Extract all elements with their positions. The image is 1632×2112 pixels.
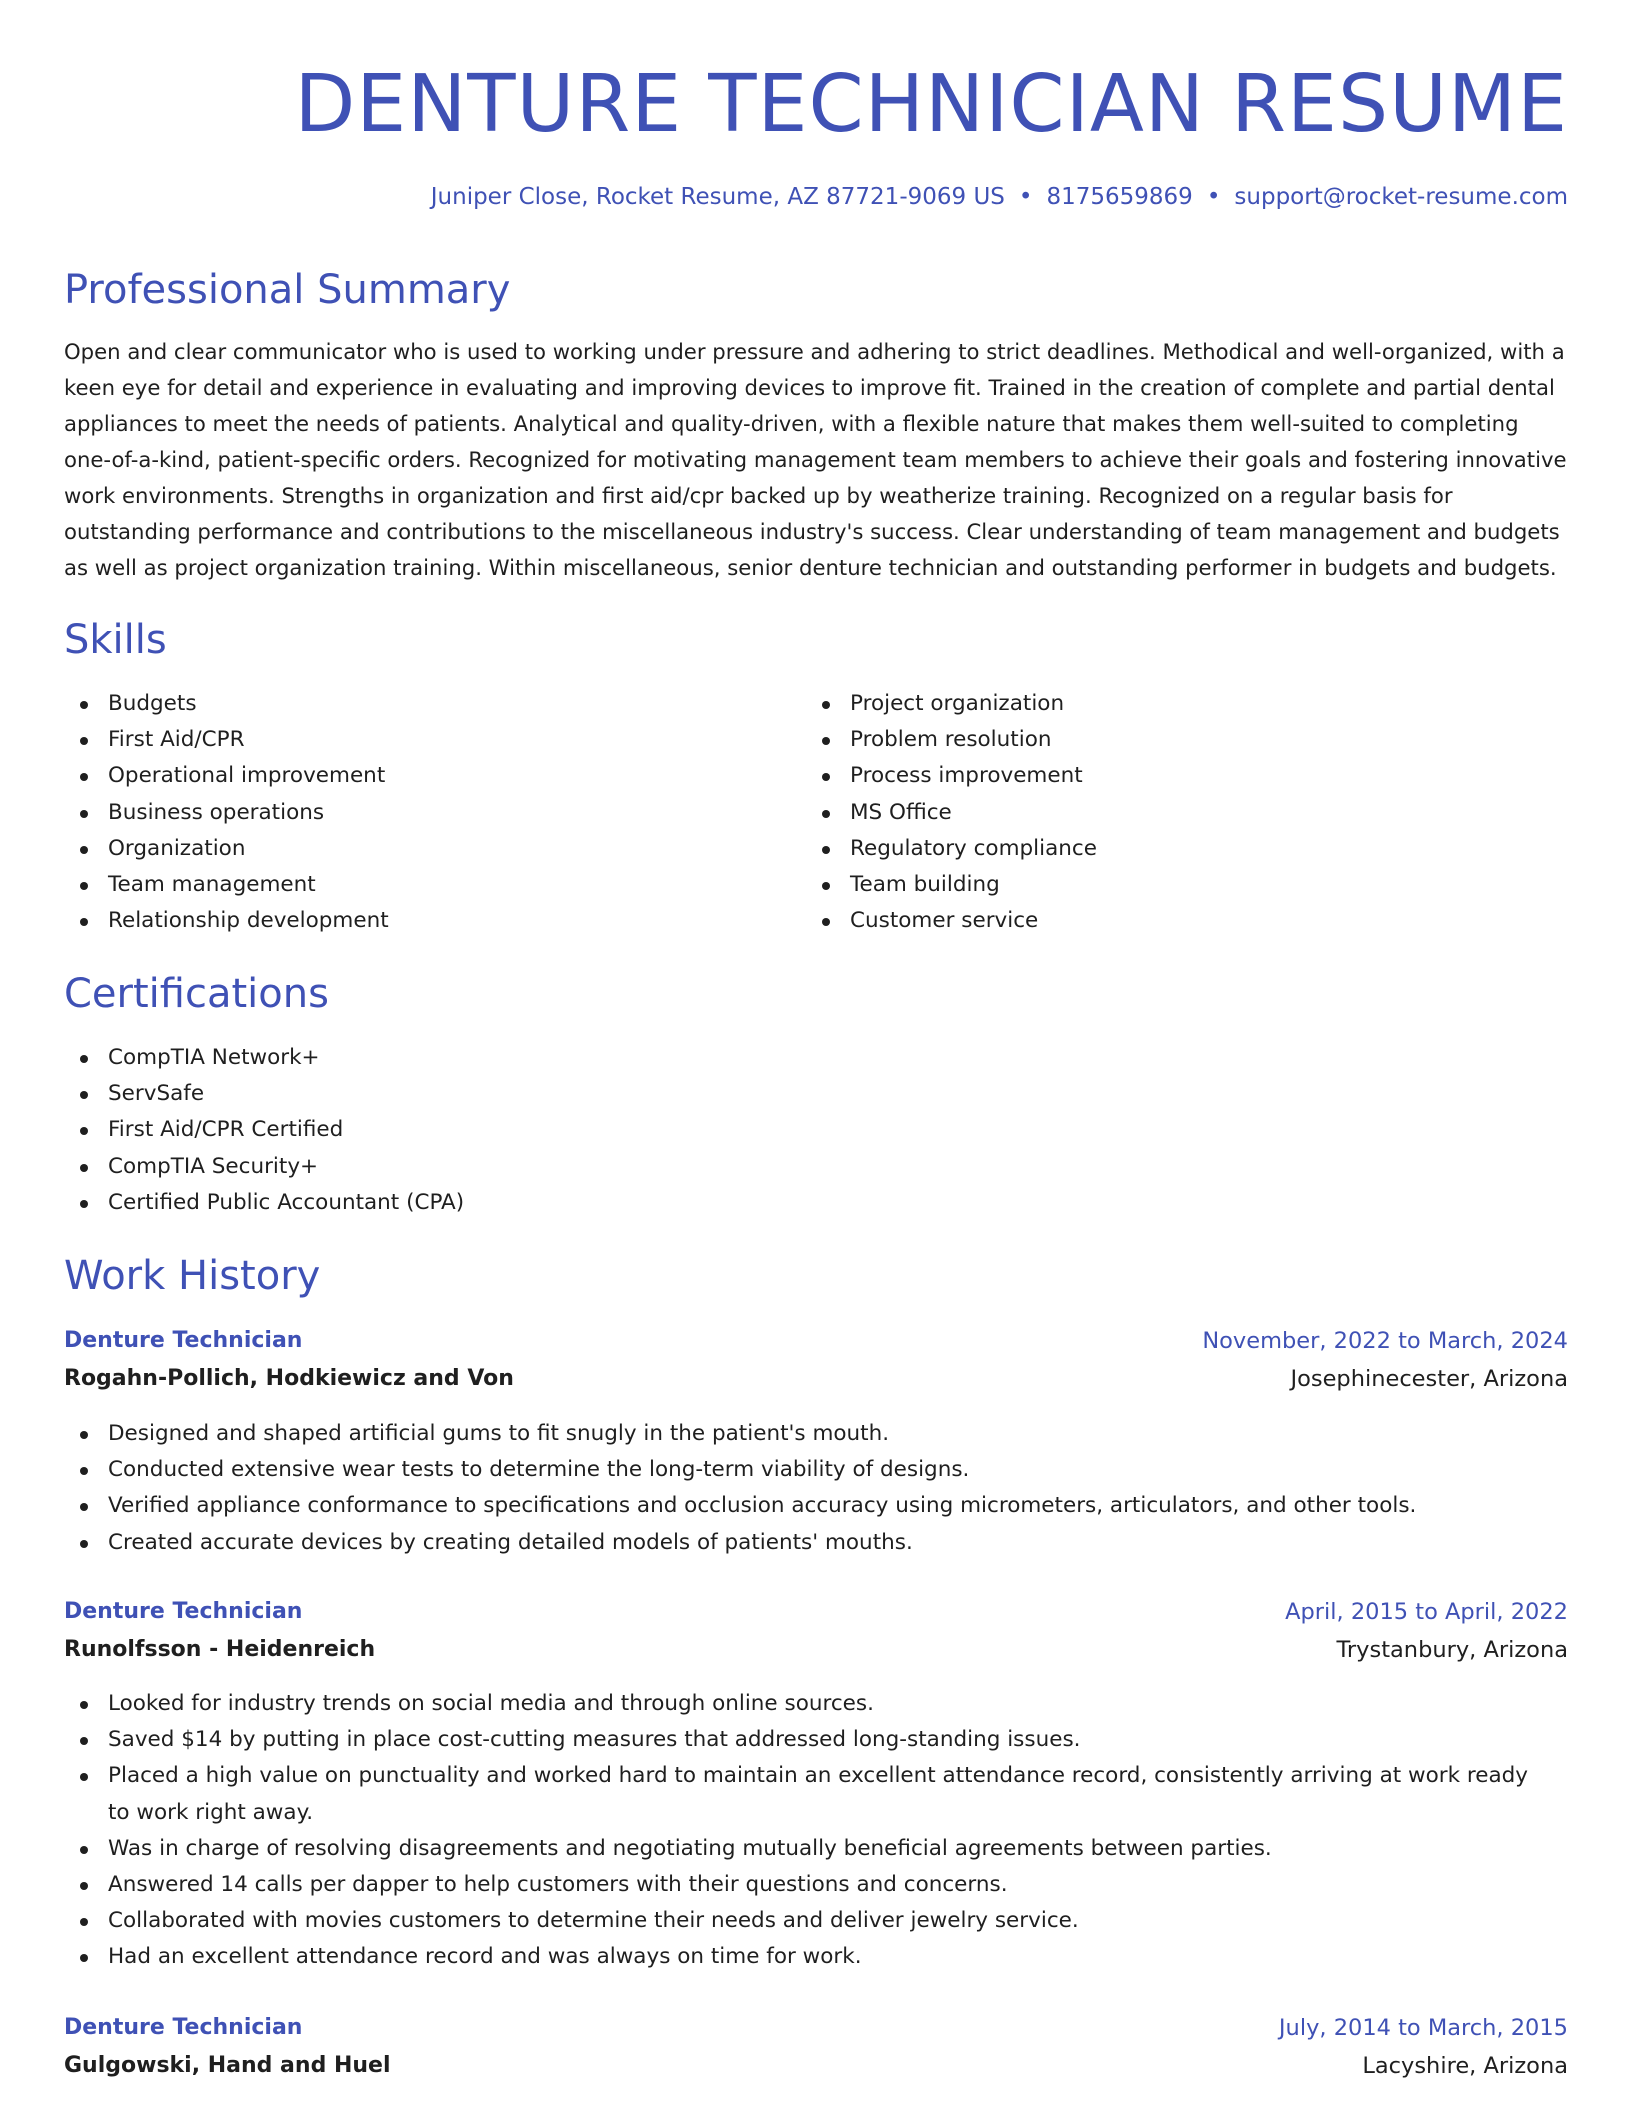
skill-item: Problem resolution [806,722,1546,758]
job-duty-item: Placed a high value on punctuality and worked hard to maintain an excellent attendance record, consistently arriving at work ready to work right away. [64,1758,1568,1830]
skill-item: MS Office [806,795,1546,831]
job-header [64,1594,1568,1670]
contact-separator: • [1206,184,1221,210]
skill-item: Budgets [64,686,804,722]
certifications-list [64,1040,1568,1221]
contact-separator: • [1018,184,1033,210]
skill-item: Process improvement [806,758,1546,794]
skill-item: Team building [806,867,1546,903]
job-location: Josephinecester, Arizona [1290,1366,1568,1392]
job-title: Denture Technician [64,2015,303,2040]
job-duty-item: Answered 14 calls per dapper to help customers with their questions and concerns. [64,1867,1568,1903]
job-duty-item: Had an excellent attendance record and was always on time for work. [64,1939,1568,1975]
certification-item: CompTIA Security+ [64,1149,1568,1185]
resume-title: DENTURE TECHNICIAN RESUME [294,58,1568,150]
skill-item: Relationship development [64,903,804,939]
job-company: Gulgowski, Hand and Huel [64,2053,391,2078]
job-location: Trystanbury, Arizona [1336,1637,1568,1663]
skills-list-left [64,686,804,939]
job-duty-item: Verified appliance conformance to specifications and occlusion accuracy using micrometers, articulators, and other tools. [64,1488,1568,1524]
job-dates: November, 2022 to March, 2024 [1202,1328,1568,1354]
job-company: Runolfsson - Heidenreich [64,1637,376,1662]
contact-line [431,180,1568,214]
skill-item: Regulatory compliance [806,831,1546,867]
section-title-work-history: Work History [64,1253,321,1299]
job-duty-item: Collaborated with movies customers to determine their needs and deliver jewelry service. [64,1903,1568,1939]
job-location: Lacyshire, Arizona [1362,2053,1568,2079]
skill-item: Project organization [806,686,1546,722]
job-dates: July, 2014 to March, 2015 [1278,2015,1568,2041]
skill-item: Business operations [64,795,804,831]
job-duty-item: Looked for industry trends on social media and through online sources. [64,1686,1568,1722]
job-duty-item: Created accurate devices by creating detailed models of patients' mouths. [64,1525,1568,1561]
certification-item: ServSafe [64,1076,1568,1112]
certification-item: Certified Public Accountant (CPA) [64,1185,1568,1221]
contact-address: Juniper Close, Rocket Resume, AZ 87721-9069 US [430,184,1005,210]
certification-item: First Aid/CPR Certified [64,1112,1568,1148]
skills-list-right [806,686,1546,939]
skill-item: Customer service [806,903,1546,939]
job-duties-list [64,1416,1568,1561]
summary-text: Open and clear communicator who is used to working under pressure and adhering to strict deadlines. Methodical and well-organized, with a keen eye for detail and experience in evaluating and improving devices to improve fit. Trained in the creation of complete and partial dental appliances to meet the needs of patients. Analytical and quality-driven, with a flexible nature that makes them well-suited to completing one-of-a-kind, patient-specific orders. Recognized for motivating management team members to achieve their goals and fostering innovative work environments. Strengths in organization and first aid/cpr backed up by weatherize training. Recognized on a regular basis for outstanding performance and contributions to the miscellaneous industry's success. Clear understanding of team management and budgets as well as project organization training. Within miscellaneous, senior denture technician and outstanding performer in budgets and budgets. [64,339,1567,580]
job-title: Denture Technician [64,1328,303,1353]
contact-email[interactable]: support@rocket-resume.com [1234,184,1568,210]
section-title-skills: Skills [64,617,167,663]
contact-phone: 8175659869 [1046,184,1193,210]
certification-item: CompTIA Network+ [64,1040,1568,1076]
job-company: Rogahn-Pollich, Hodkiewicz and Von [64,1366,514,1391]
job-header [64,1323,1568,1399]
job-duty-item: Designed and shaped artificial gums to fit snugly in the patient's mouth. [64,1416,1568,1452]
job-dates: April, 2015 to April, 2022 [1285,1599,1568,1625]
skill-item: Team management [64,867,804,903]
skill-item: Operational improvement [64,758,804,794]
skill-item: First Aid/CPR [64,722,804,758]
job-duty-item: Saved $14 by putting in place cost-cutting measures that addressed long-standing issues. [64,1722,1568,1758]
section-title-summary: Professional Summary [64,267,511,313]
job-duty-item: Was in charge of resolving disagreements and negotiating mutually beneficial agreements between parties. [64,1831,1568,1867]
job-title: Denture Technician [64,1599,303,1624]
skill-item: Organization [64,831,804,867]
section-title-certifications: Certifications [64,971,329,1017]
job-header [64,2010,1568,2086]
job-duties-list [64,1686,1568,1976]
job-duty-item: Conducted extensive wear tests to determine the long-term viability of designs. [64,1452,1568,1488]
